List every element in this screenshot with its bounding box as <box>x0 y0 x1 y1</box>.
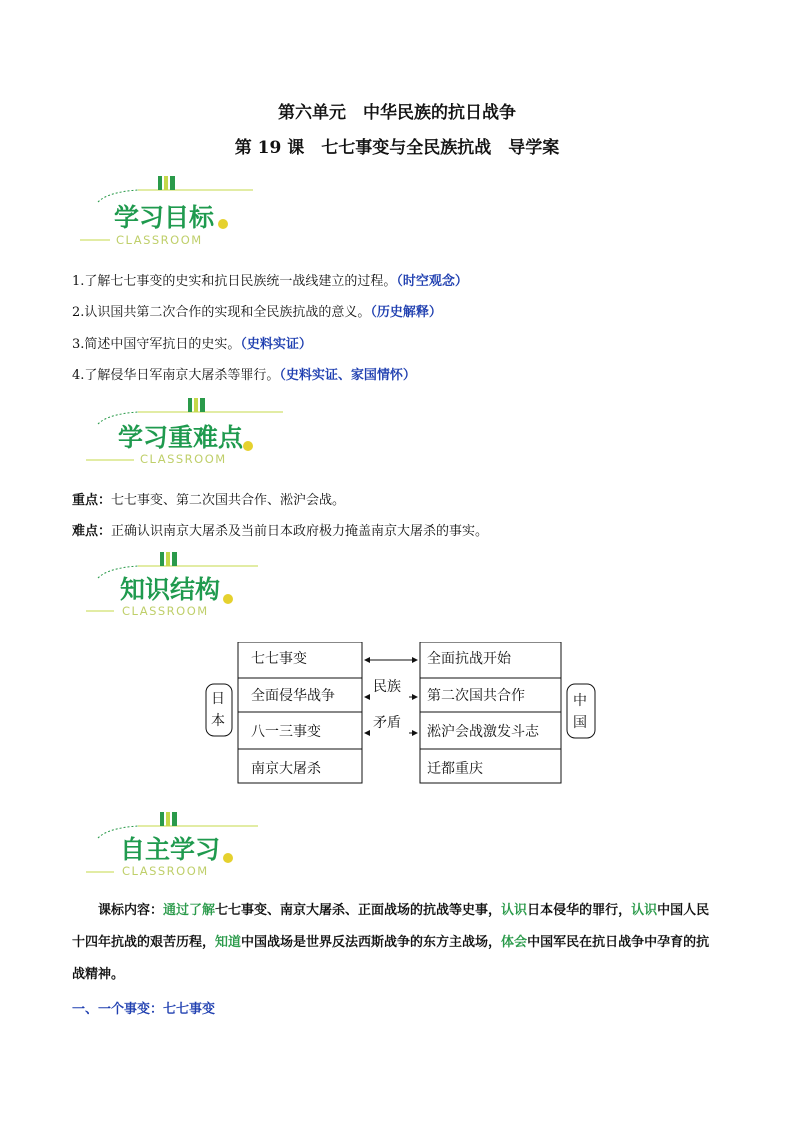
japan-char-2: 本 <box>211 713 225 729</box>
china-char-2: 国 <box>573 715 587 731</box>
left-item: 全面侵华战争 <box>251 688 335 704</box>
lesson-title: 第 19 课 七七事变与全民族抗战 导学案 <box>234 138 560 158</box>
objective-1: 1.了解七七事变的史实和抗日民族统一战线建立的过程。（时空观念） <box>72 274 468 289</box>
left-item: 七七事变 <box>251 651 307 667</box>
focus-line: 重点：七七事变、第二次国共合作、淞沪会战。 <box>72 493 346 508</box>
middle-label: 民族 <box>373 679 401 695</box>
section-header-objectives <box>78 170 288 250</box>
right-item: 第二次国共合作 <box>427 688 525 704</box>
header-title: 学习重难点 <box>118 423 244 452</box>
header-sub: CLASSROOM <box>122 604 209 618</box>
header-sub: CLASSROOM <box>122 864 209 878</box>
objective-3: 3.简述中国守军抗日的史实。（史料实证） <box>72 337 312 352</box>
left-item: 八一三事变 <box>251 724 321 740</box>
unit-title: 第六单元 中华民族的抗日战争 <box>278 103 516 123</box>
china-char-1: 中 <box>573 693 587 709</box>
left-item: 南京大屠杀 <box>251 761 321 777</box>
curriculum-paragraph: 课标内容：通过了解七七事变、南京大屠杀、正面战场的抗战等史事，认识日本侵华的罪行，认识中国人民十四年抗战的艰苦历程，知道中国战场是世界反法西斯战争的东方主战场，体会中国军民在抗日战争中孕育的抗战精神。 <box>72 903 710 982</box>
objective-4: 4.了解侵华日军南京大屠杀等罪行。（史料实证、家国情怀） <box>72 368 416 383</box>
objective-2: 2.认识国共第二次合作的实现和全民族抗战的意义。（历史解释） <box>72 305 442 320</box>
header-title: 学习目标 <box>114 203 215 232</box>
header-sub: CLASSROOM <box>116 233 203 247</box>
section-header-selfstudy <box>78 806 288 886</box>
right-item: 淞沪会战激发斗志 <box>427 724 539 740</box>
header-title: 自主学习 <box>120 835 221 864</box>
right-item: 迁都重庆 <box>427 761 483 777</box>
section-header-keypoints <box>78 392 288 472</box>
section-header-structure <box>78 546 288 626</box>
middle-label: 矛盾 <box>373 715 401 731</box>
knowledge-diagram <box>205 642 600 784</box>
header-title: 知识结构 <box>120 575 221 604</box>
right-item: 全面抗战开始 <box>427 651 511 667</box>
section-heading-1: 一、一个事变：七七事变 <box>72 1002 216 1017</box>
header-sub: CLASSROOM <box>140 452 227 466</box>
difficulty-line: 难点：正确认识南京大屠杀及当前日本政府极力掩盖南京大屠杀的事实。 <box>72 524 489 539</box>
japan-char-1: 日 <box>211 691 225 707</box>
